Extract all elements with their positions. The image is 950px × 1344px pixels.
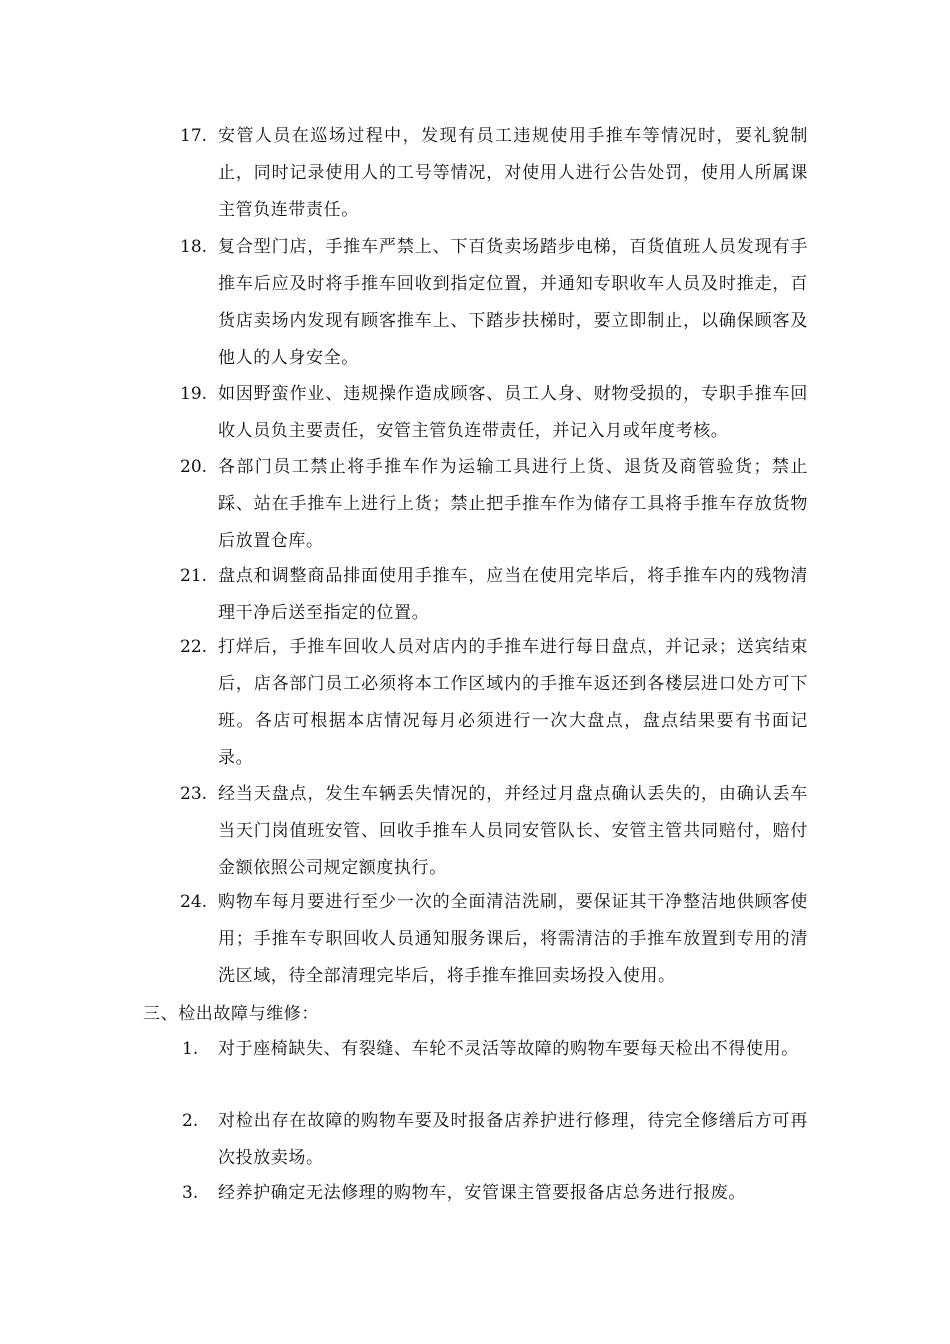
list-item-21 [140, 558, 830, 632]
sub-item-1 [140, 1031, 830, 1068]
list-item-22 [140, 629, 830, 777]
item-text: 打烊后，手推车回收人员对店内的手推车进行每日盘点，并记录；送宾结束后，店各部门员工必须将本工作区域内的手推车返还到各楼层进口处方可下班。各店可根据本店情况每月必须进行一次大盘点，盘点结果要有书面记录。 [218, 637, 808, 768]
item-number: 19. [180, 384, 208, 404]
list-item-19 [140, 376, 830, 450]
item-text: 盘点和调整商品排面使用手推车，应当在使用完毕后，将手推车内的残物清理干净后送至指定的位置。 [218, 566, 808, 623]
item-text: 如因野蛮作业、违规操作造成顾客、员工人身、财物受损的，专职手推车回收人员负主要责任，安管主管负连带责任，并记入月或年度考核。 [218, 384, 808, 441]
item-number: 21. [180, 566, 208, 586]
item-number: 2. [182, 1111, 199, 1131]
sub-item-2 [140, 1103, 830, 1177]
item-number: 3. [182, 1183, 199, 1203]
item-text: 经养护确定无法修理的购物车，安管课主管要报备店总务进行报废。 [218, 1183, 746, 1203]
section-heading: 三、检出故障与维修： [143, 1004, 319, 1024]
item-text: 各部门员工禁止将手推车作为运输工具进行上货、退货及商管验货；禁止踩、站在手推车上进行上货；禁止把手推车作为储存工具将手推车存放货物后放置仓库。 [218, 457, 808, 551]
item-text: 对于座椅缺失、有裂缝、车轮不灵活等故障的购物车要每天检出不得使用。 [218, 1039, 799, 1059]
item-number: 20. [180, 457, 208, 477]
item-number: 22. [180, 637, 208, 657]
list-item-24 [140, 884, 830, 995]
list-item-18 [140, 229, 830, 377]
item-number: 24. [180, 892, 208, 912]
item-text: 安管人员在巡场过程中，发现有员工违规使用手推车等情况时，要礼貌制止，同时记录使用人的工号等情况，对使用人进行公告处罚，使用人所属课主管负连带责任。 [218, 126, 808, 220]
item-number: 17. [180, 126, 208, 146]
list-item-23 [140, 776, 830, 887]
item-text: 对检出存在故障的购物车要及时报备店养护进行修理，待完全修缮后方可再次投放卖场。 [218, 1111, 808, 1168]
item-text: 经当天盘点，发生车辆丢失情况的，并经过月盘点确认丢失的，由确认丢车当天门岗值班安管、回收手推车人员同安管队长、安管主管共同赔付，赔付金额依照公司规定额度执行。 [218, 784, 808, 878]
item-number: 23. [180, 784, 208, 804]
list-item-17 [140, 118, 830, 229]
item-text: 复合型门店，手推车严禁上、下百货卖场踏步电梯，百货值班人员发现有手推车后应及时将手推车回收到指定位置，并通知专职收车人员及时推走，百货店卖场内发现有顾客推车上、下踏步扶梯时，要立即制止，以确保顾客及他人的人身安全。 [218, 237, 808, 368]
list-item-20 [140, 449, 830, 560]
sub-item-3 [140, 1175, 830, 1212]
item-text: 购物车每月要进行至少一次的全面清洁洗刷，要保证其干净整洁地供顾客使用；手推车专职回收人员通知服务课后，将需清洁的手推车放置到专用的清洗区域，待全部清理完毕后，将手推车推回卖场投入使用。 [218, 892, 808, 986]
item-number: 1. [182, 1039, 199, 1059]
item-number: 18. [180, 237, 208, 257]
